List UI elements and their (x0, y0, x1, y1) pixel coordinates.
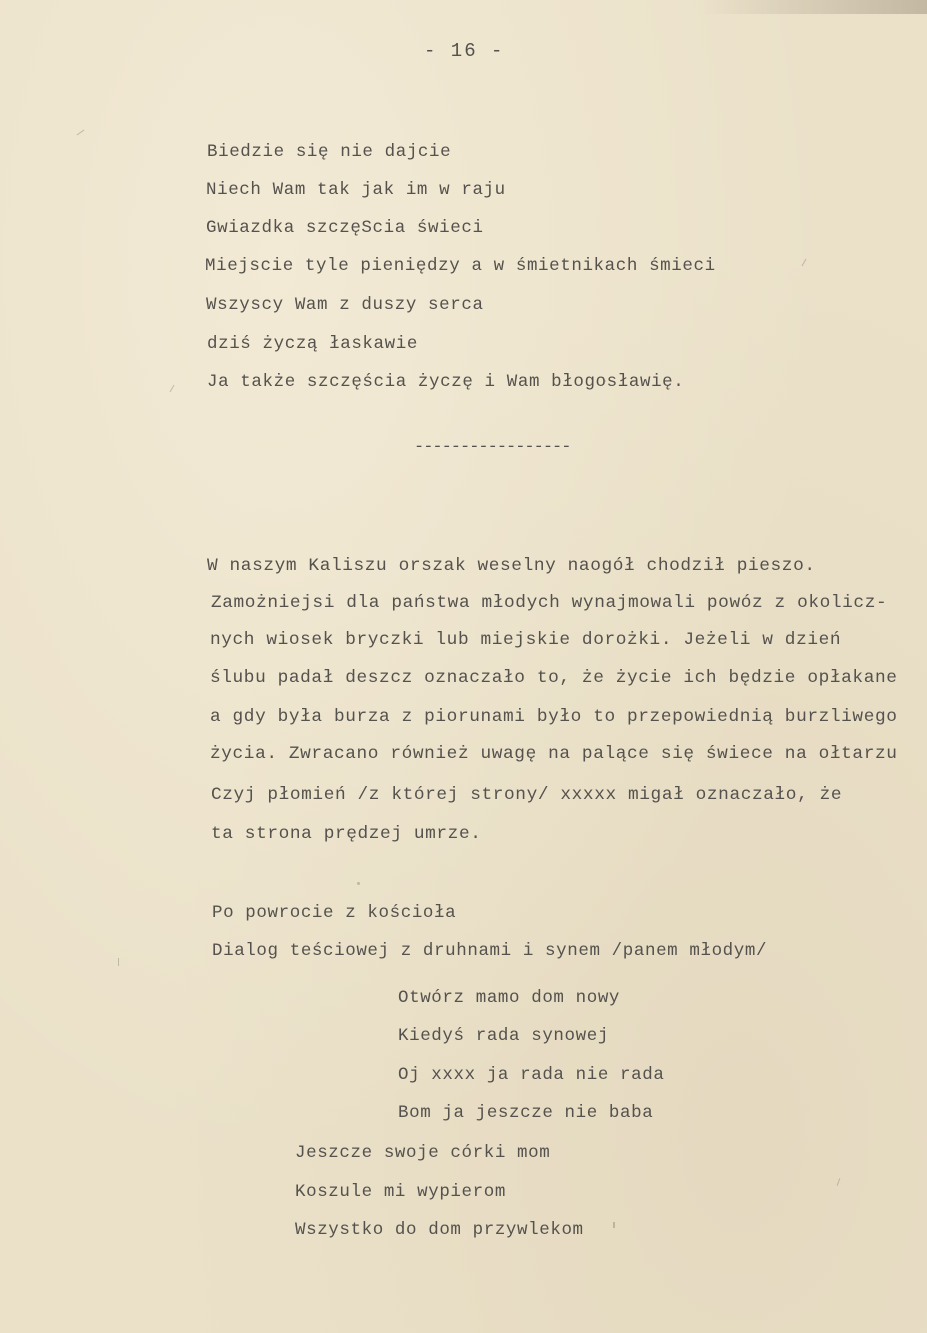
poem-line: Ja także szczęścia życzę i Wam błogosławię. (207, 372, 685, 392)
poem-line: dziś życzą łaskawie (207, 334, 418, 354)
page-edge-shadow (697, 0, 927, 14)
poem-line: Biedzie się nie dajcie (207, 142, 452, 162)
prose-line: nych wiosek bryczki lub miejskie dorożki. Jeżeli w dzień (210, 630, 842, 650)
prose-line: Zamożniejsi dla państwa młodych wynajmowali powóz z okolicz- (211, 593, 888, 613)
song-line: Jeszcze swoje córki mom (295, 1143, 551, 1163)
prose-line: ta strona prędzej umrze. (211, 824, 482, 844)
poem-line: Miejscie tyle pieniędzy a w śmietnikach śmieci (205, 256, 716, 276)
paper-mark (170, 385, 175, 392)
prose-line: życia. Zwracano również uwagę na palące się świece na ołtarzu (210, 744, 898, 764)
song-line: Bom ja jeszcze nie baba (398, 1103, 654, 1123)
prose-line: a gdy była burza z piorunami było to przepowiednią burzliwego (210, 707, 898, 727)
song-line: Oj xxxx ja rada nie rada (398, 1065, 665, 1085)
section-subheading: Dialog teściowej z druhnami i synem /panem młodym/ (212, 941, 768, 961)
poem-line: Wszyscy Wam z duszy serca (206, 295, 484, 315)
prose-line: ślubu padał deszcz oznaczało to, że życie ich będzie opłakane (210, 668, 898, 688)
poem-line: Niech Wam tak jak im w raju (206, 180, 506, 200)
paper-mark (837, 1178, 841, 1186)
paper-mark (357, 882, 360, 885)
song-line: Otwórz mamo dom nowy (398, 988, 621, 1008)
prose-line: W naszym Kaliszu orszak weselny naogół chodził pieszo. (207, 556, 816, 576)
poem-line: Gwiazdka szczęScia świeci (206, 218, 484, 238)
section-divider: ----------------- (414, 438, 571, 457)
prose-line: Czyj płomień /z której strony/ xxxxx migał oznaczało, że (211, 785, 843, 805)
section-heading: Po powrocie z kościoła (212, 903, 457, 923)
page-number: - 16 - (424, 40, 505, 62)
paper-mark (613, 1222, 615, 1228)
paper-mark (802, 259, 807, 266)
song-line: Wszystko do dom przywlekom (295, 1220, 584, 1240)
song-line: Koszule mi wypierom (295, 1182, 506, 1202)
paper-mark (604, 380, 606, 382)
paper-mark (118, 958, 119, 966)
paper-mark (77, 130, 85, 136)
song-line: Kiedyś rada synowej (398, 1026, 609, 1046)
